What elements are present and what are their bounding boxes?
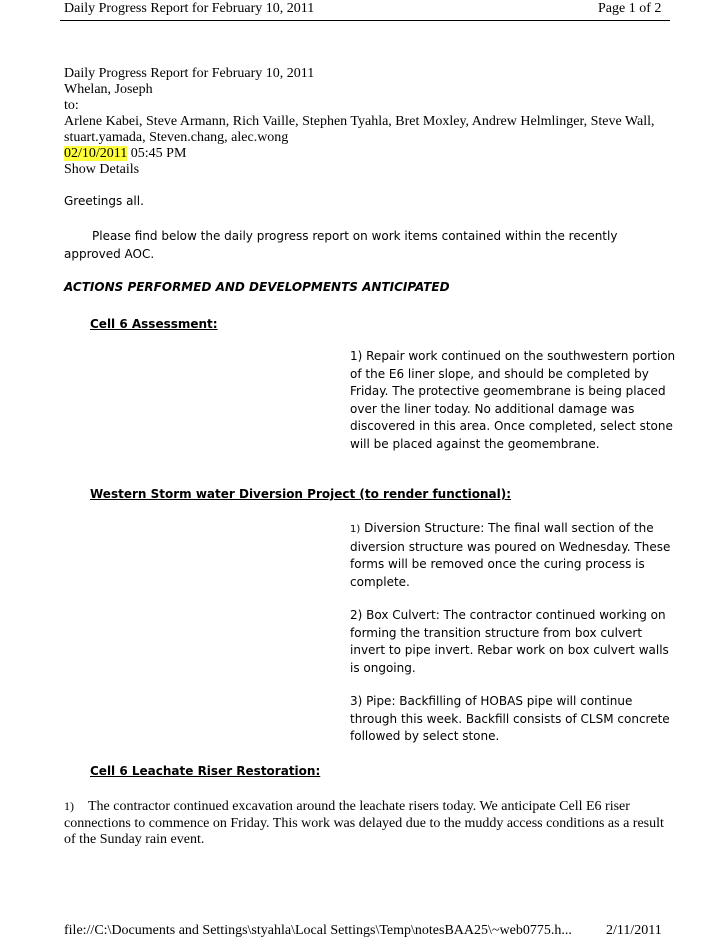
page-header-title: Daily Progress Report for February 10, 2011 bbox=[64, 1, 315, 16]
email-date: 02/10/2011 bbox=[64, 146, 128, 161]
diversion-item-text: Diversion Structure: The final wall section of the diversion structure was poured on Wednesday. These forms will be removed once the curing process is complete. bbox=[350, 521, 671, 589]
cell6-assessment-title: Cell 6 Assessment: bbox=[90, 317, 218, 331]
greeting: Greetings all. bbox=[64, 194, 144, 208]
leachate-riser-title: Cell 6 Leachate Riser Restoration: bbox=[90, 764, 321, 778]
email-meta bbox=[64, 66, 664, 178]
email-recipients: Arlene Kabei, Steve Armann, Rich Vaille, Stephen Tyahla, Bret Moxley, Andrew Helmlinger, Steve Wall, stuart.yamada, Steven.chang, alec.wong bbox=[64, 114, 655, 145]
box-culvert-item: 2) Box Culvert: The contractor continued working on forming the transition structure from box culvert invert to pipe invert. Rebar work on box culvert walls is ongoing. bbox=[350, 608, 669, 675]
recipients-label: to: bbox=[64, 98, 79, 113]
riser-item-number: 1) bbox=[64, 799, 74, 813]
cell6-assessment-item: 1) Repair work continued on the southwestern portion of the E6 liner slope, and should be completed by Friday. The protective geomembrane is being placed over the liner today. No additional damage was discovered in this area. Once completed, select stone will be placed against the geomembrane. bbox=[350, 349, 676, 451]
email-subject: Daily Progress Report for February 10, 2011 bbox=[64, 66, 315, 81]
diversion-structure-item bbox=[350, 520, 680, 591]
email-timestamp bbox=[64, 146, 664, 162]
western-diversion-title: Western Storm water Diversion Project (to render functional): bbox=[90, 487, 512, 501]
riser-item-text: The contractor continued excavation around the leachate risers today. We anticipate Cell E6 riser connections to commence on Friday. This work was delayed due to the muddy access conditions as a result of the Sunday rain event. bbox=[64, 799, 664, 847]
actions-heading: ACTIONS PERFORMED AND DEVELOPMENTS ANTICIPATED bbox=[64, 280, 450, 294]
footer-file-path: file://C:\Documents and Settings\styahla\Local Settings\Temp\notesBAA25\~web0775.h... bbox=[64, 923, 572, 938]
page-number: Page 1 of 2 bbox=[598, 1, 662, 16]
diversion-item-number: 1) bbox=[350, 524, 361, 535]
pipe-item: 3) Pipe: Backfilling of HOBAS pipe will continue through this week. Backfill consists of CLSM concrete followed by select stone. bbox=[350, 694, 670, 743]
header-divider bbox=[60, 20, 670, 21]
email-sender: Whelan, Joseph bbox=[64, 82, 153, 97]
footer-date: 2/11/2011 bbox=[606, 923, 662, 938]
email-time: 05:45 PM bbox=[127, 146, 187, 161]
leachate-riser-item bbox=[64, 798, 674, 849]
intro-paragraph: Please find below the daily progress report on work items contained within the recently approved AOC. bbox=[64, 229, 618, 261]
show-details-link[interactable]: Show Details bbox=[64, 162, 140, 177]
